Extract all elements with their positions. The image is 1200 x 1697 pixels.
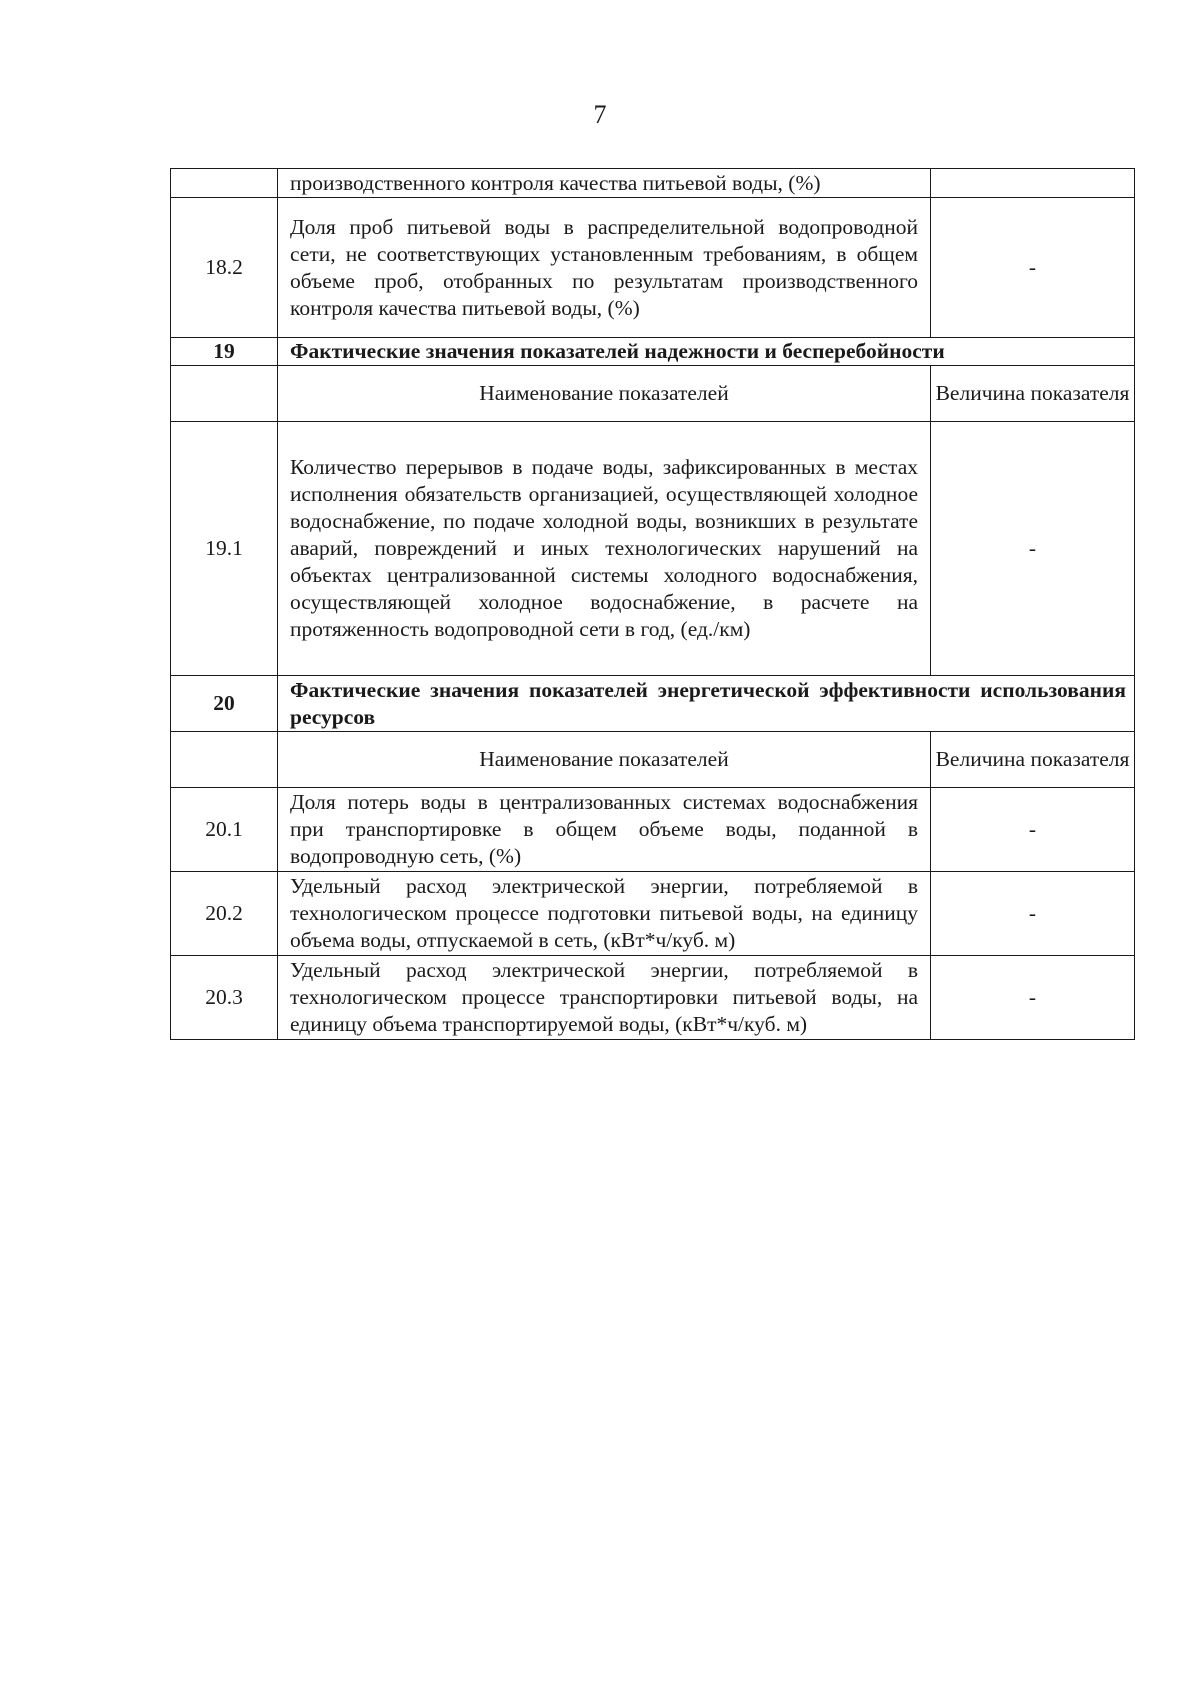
indicator-value-cell: - (931, 198, 1135, 338)
header-number-cell (171, 366, 278, 422)
indicator-name-cell: Удельный расход электрической энергии, потребляемой в технологическом процессе транспортировки питьевой воды, на единицу объема транспортируемой воды, (кВт*ч/куб. м) (278, 956, 931, 1040)
indicator-name-cell: Доля проб питьевой воды в распределительной водопроводной сети, не соответствующих установленным требованиям, в общем объеме проб, отобранных по результатам производственного контроля качества питьевой воды, (%) (278, 198, 931, 338)
section-row-20 (171, 676, 1135, 732)
section-number-cell: 19 (171, 338, 278, 366)
header-number-cell (171, 732, 278, 788)
indicator-value-cell: - (931, 956, 1135, 1040)
row-number-cell: 20.3 (171, 956, 278, 1040)
table-row-continuation (171, 169, 1135, 198)
indicator-name-cell: производственного контроля качества питьевой воды, (%) (278, 169, 931, 198)
row-number-cell: 19.1 (171, 422, 278, 676)
header-value-cell: Величина показателя (931, 366, 1135, 422)
indicator-name-cell: Количество перерывов в подаче воды, зафиксированных в местах исполнения обязательств организацией, осуществляющей холодное водоснабжение, по подаче холодной воды, возникших в результате аварий, повреждений и иных технологических нарушений на объектах централизованной системы холодного водоснабжения, осуществляющей холодное водоснабжение, в расчете на протяженность водопроводной сети в год, (ед./км) (278, 422, 931, 676)
table-row-20-3 (171, 956, 1135, 1040)
header-row-19 (171, 366, 1135, 422)
indicator-value-cell: - (931, 422, 1135, 676)
header-value-cell: Величина показателя (931, 732, 1135, 788)
row-number-cell: 18.2 (171, 198, 278, 338)
indicator-value-cell: - (931, 872, 1135, 956)
indicators-table (170, 168, 1135, 1040)
header-name-cell: Наименование показателей (278, 366, 931, 422)
indicator-value-cell: - (931, 788, 1135, 872)
section-title-cell: Фактические значения показателей надежности и бесперебойности (278, 338, 1135, 366)
table-row-20-2 (171, 872, 1135, 956)
section-number-cell: 20 (171, 676, 278, 732)
header-row-20 (171, 732, 1135, 788)
table-row-20-1 (171, 788, 1135, 872)
section-title-cell: Фактические значения показателей энергетической эффективности использования ресурсов (278, 676, 1135, 732)
row-number-cell: 20.2 (171, 872, 278, 956)
page-number: 7 (593, 100, 607, 129)
indicator-name-cell: Доля потерь воды в централизованных системах водоснабжения при транспортировке в общем объеме воды, поданной в водопроводную сеть, (%) (278, 788, 931, 872)
header-name-cell: Наименование показателей (278, 732, 931, 788)
indicator-value-cell (931, 169, 1135, 198)
table-row-19-1 (171, 422, 1135, 676)
row-number-cell: 20.1 (171, 788, 278, 872)
section-row-19 (171, 338, 1135, 366)
row-number-cell (171, 169, 278, 198)
indicator-name-cell: Удельный расход электрической энергии, потребляемой в технологическом процессе подготовки питьевой воды, на единицу объема воды, отпускаемой в сеть, (кВт*ч/куб. м) (278, 872, 931, 956)
table-row-18-2 (171, 198, 1135, 338)
